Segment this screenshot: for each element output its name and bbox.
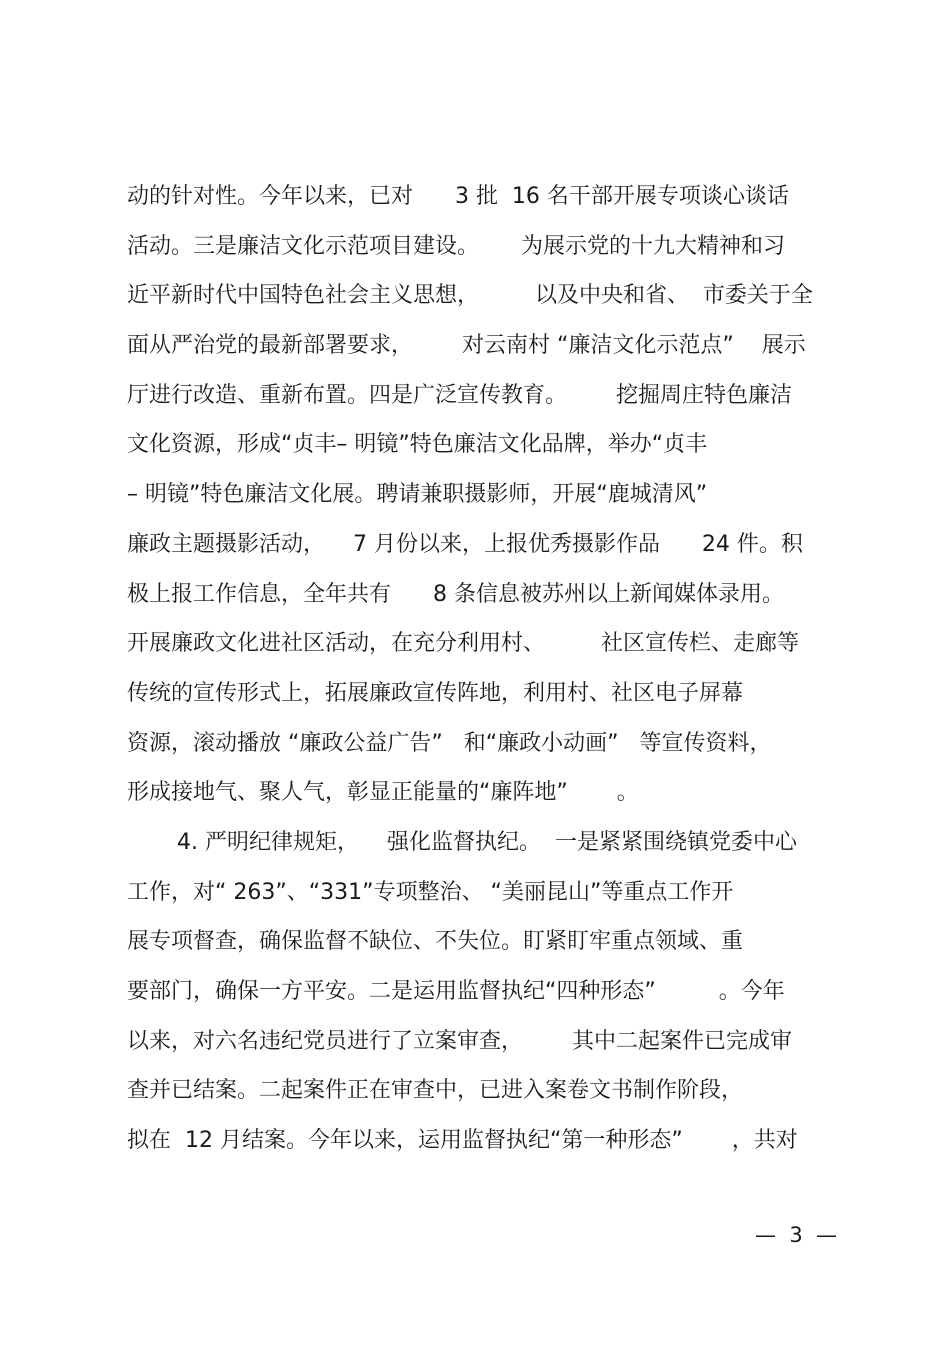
text-line: 查并已结案。二起案件正在审查中，已进入案卷文书制作阶段， [127, 1078, 744, 1104]
text-line: 要部门，确保一方平安。二是运用监督执纪“四种形态” 。今年 [127, 979, 785, 1004]
text-line: 活动。三是廉洁文化示范项目建设。 为展示党的十九大精神和习 [127, 233, 785, 259]
text-line: 文化资源，形成“贞丰– 明镜”特色廉洁文化品牌，举办“贞丰 [127, 432, 708, 458]
text-line: 展专项督查，确保监督不缺位、不失位。盯紧盯牢重点领域、重 [127, 929, 744, 955]
text-line: 形成接地气、聚人气，彰显正能量的“廉阵地” 。 [127, 780, 639, 806]
page-number: — 3 — [755, 1223, 838, 1247]
text-line: 传统的宣传形式上，拓展廉政宣传阵地，利用村、社区电子屏幕 [127, 680, 744, 706]
text-line: – 明镜”特色廉洁文化展。聘请兼职摄影师，开展“鹿城清风” [127, 482, 708, 508]
section-heading-line: 4. 严明纪律规矩， 强化监督执纪。 一是紧紧围绕镇党委中心 [177, 829, 797, 855]
text-line: 资源，滚动播放 “廉政公益广告” 和“廉政小动画” 等宣传资料， [127, 730, 772, 756]
text-line: 以来，对六名违纪党员进行了立案审查， 其中二起案件已完成审 [127, 1028, 792, 1054]
body-text [127, 172, 832, 1166]
text-line: 动的针对性。今年以来，已对 3 批 16 名干部开展专项谈心谈话 [127, 184, 789, 209]
text-line: 极上报工作信息，全年共有 8 条信息被苏州以上新闻媒体录用。 [127, 581, 784, 607]
text-line: 厅进行改造、重新布置。四是广泛宣传教育。 挖掘周庄特色廉洁 [127, 382, 792, 408]
text-line: 廉政主题摄影活动， 7 月份以来，上报优秀摄影作品 24 件。积 [127, 531, 803, 557]
text-line: 近平新时代中国特色社会主义思想， 以及中央和省、 市委关于全 [127, 283, 813, 309]
text-line: 开展廉政文化进社区活动，在充分利用村、 社区宣传栏、走廊等 [127, 631, 799, 657]
text-line: 面从严治党的最新部署要求， 对云南村 “廉洁文化示范点” 展示 [127, 333, 806, 359]
text-line: 工作，对“ 263”、“331”专项整治、 “美丽昆山”等重点工作开 [127, 879, 734, 905]
text-line: 拟在 12 月结案。今年以来，运用监督执纪“第一种形态” ，共对 [127, 1128, 798, 1154]
